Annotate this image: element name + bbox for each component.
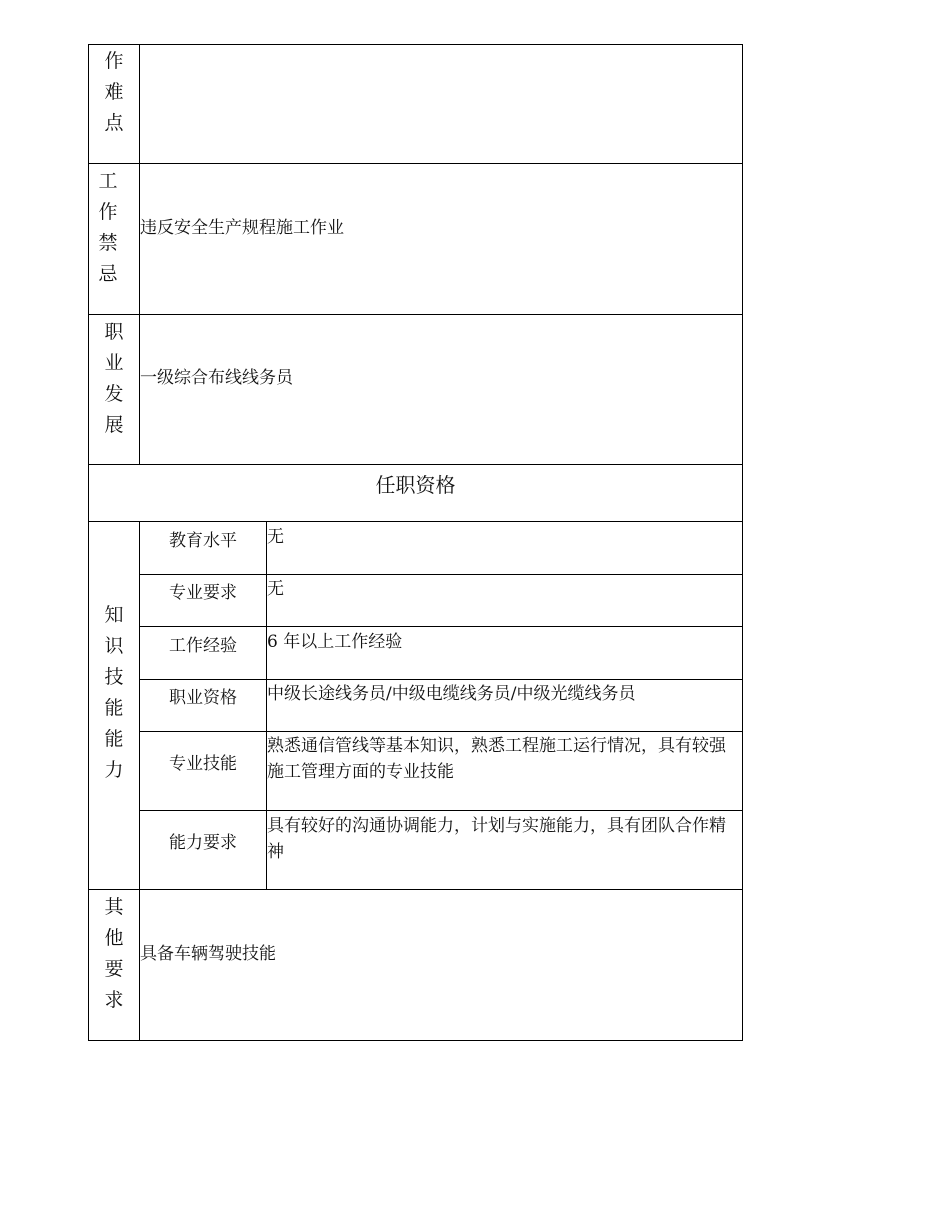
ability-label: 能力要求 [169, 833, 237, 853]
table-border [88, 1040, 743, 1041]
label-char: 识 [104, 635, 124, 657]
skills-label: 专业技能 [169, 754, 237, 774]
row-divider [139, 810, 743, 811]
row-divider [139, 626, 743, 627]
other-content: 具备车辆驾驶技能 [140, 944, 276, 964]
knowledge-skills-label [89, 600, 139, 786]
taboo-content: 违反安全生产规程施工作业 [140, 218, 344, 238]
label-char: 职 [104, 321, 124, 343]
label-char: 展 [104, 414, 124, 436]
row-divider [139, 679, 743, 680]
label-char: 他 [104, 927, 124, 949]
label-char: 技 [104, 666, 124, 688]
row-divider [139, 574, 743, 575]
row-divider [88, 163, 743, 164]
table-border [742, 44, 743, 1041]
education-label: 教育水平 [169, 531, 237, 551]
row-divider [88, 889, 743, 890]
experience-label: 工作经验 [169, 636, 237, 656]
experience-value: 6 年以上工作经验 [267, 632, 403, 652]
label-char: 知 [104, 604, 124, 626]
label-char: 力 [104, 759, 124, 781]
row-divider [88, 521, 743, 522]
taboo-label [83, 166, 133, 290]
career-label [89, 317, 139, 441]
ability-value: 具有较好的沟通协调能力，计划与实施能力，具有团队合作精神 [267, 816, 726, 862]
major-value: 无 [267, 579, 284, 599]
career-content: 一级综合布线线务员 [140, 368, 293, 388]
label-char: 忌 [98, 263, 118, 285]
label-char: 作 [104, 50, 124, 72]
label-char: 作 [98, 201, 118, 223]
label-char: 求 [104, 989, 124, 1011]
major-label: 专业要求 [169, 583, 237, 603]
label-char: 能 [104, 697, 124, 719]
skills-value: 熟悉通信管线等基本知识，熟悉工程施工运行情况，具有较强施工管理方面的专业技能 [267, 736, 726, 782]
label-char: 禁 [98, 232, 118, 254]
difficulty-label [89, 46, 139, 139]
education-value: 无 [267, 527, 284, 547]
section-title: 任职资格 [375, 473, 456, 497]
label-char: 其 [104, 896, 124, 918]
label-char: 能 [104, 728, 124, 750]
table-border [88, 44, 743, 45]
label-char: 工 [98, 170, 118, 192]
other-label [89, 892, 139, 1016]
label-char: 业 [104, 352, 124, 374]
row-divider [139, 731, 743, 732]
label-char: 难 [104, 81, 124, 103]
certification-label: 职业资格 [169, 688, 237, 708]
label-char: 要 [104, 958, 124, 980]
column-divider [139, 44, 140, 465]
certification-value: 中级长途线务员/中级电缆线务员/中级光缆线务员 [267, 684, 636, 704]
label-char: 发 [104, 383, 124, 405]
label-char: 点 [104, 112, 124, 134]
row-divider [88, 314, 743, 315]
row-divider [88, 464, 743, 465]
